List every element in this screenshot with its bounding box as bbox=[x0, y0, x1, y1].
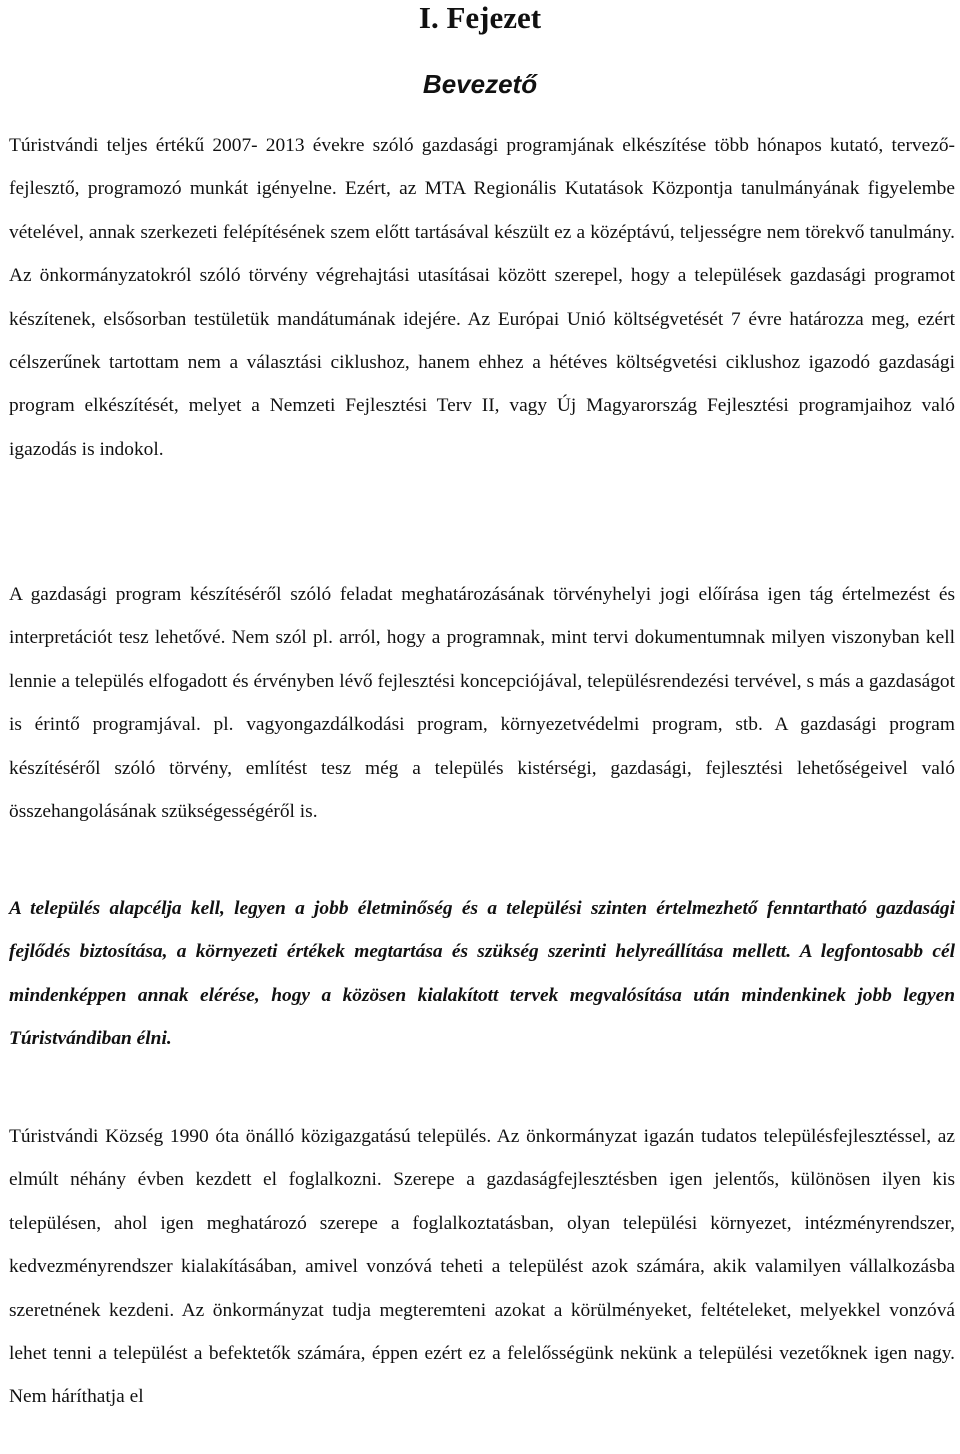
paragraph-intro: Túristvándi teljes értékű 2007- 2013 évekre szóló gazdasági programjának elkészítése több hónapos kutató, tervező- fejlesztő, programozó munkát igényelne. Ezért, az MTA Regionális Kutatások Központja tanulmányának figyelembe vételével, annak szerkezeti felépítésének szem előtt tartásával készült ez a középtávú, teljességre nem törekvő tanulmány. Az önkormányzatokról szóló törvény végrehajtási utasításai között szerepel, hogy a települések gazdasági programot készítenek, elsősorban testületük mandátumának idejére. Az Európai Unió költségvetését 7 évre határozza meg, ezért célszerűnek tartottam nem a választási ciklushoz, hanem ehhez a hétéves költségvetési ciklushoz igazodó gazdasági program elkészítését, melyet a Nemzeti Fejlesztési Terv II, vagy Új Magyarország Fejlesztési programjaihoz való igazodás is indokol. bbox=[9, 135, 955, 460]
paragraph-legal-basis: A gazdasági program készítéséről szóló feladat meghatározásának törvényhelyi jogi előírása igen tág értelmezést és interpretációt tesz lehetővé. Nem szól pl. arról, hogy a programnak, mint tervi dokumentumnak milyen viszonyban kell lennie a település elfogadott és érvényben lévő fejlesztési koncepciójával, településrendezési tervével, s más a gazdaságot is érintő programjával. pl. vagyongazdálkodási program, környezetvédelmi program, stb. A gazdasági program készítéséről szóló törvény, említést tesz még a település kistérségi, gazdasági, fejlesztési lehetőségeivel való összehangolásának szükségességéről is. bbox=[9, 584, 955, 823]
paragraph-main-goal: A település alapcélja kell, legyen a jobb életminőség és a települési szinten értelmezhető fenntartható gazdasági fejlődés biztosítása, a környezeti értékek megtartása és szükség szerinti helyreállítása mellett. A legfontosabb cél mindenképpen annak elérése, hogy a közösen kialakított tervek megvalósítása után mindenkinek jobb legyen Túristvándiban élni. bbox=[9, 898, 955, 1050]
chapter-title: I. Fejezet bbox=[418, 0, 542, 35]
section-subtitle: Bevezető bbox=[422, 69, 538, 99]
paragraph-municipality: Túristvándi Község 1990 óta önálló közigazgatású település. Az önkormányzat igazán tudatos településfejlesztéssel, az elmúlt néhány évben kezdett el foglalkozni. Szerepe a gazdaságfejlesztésben igen jelentős, különösen ilyen kis településen, ahol igen meghatározó szerepe a foglalkoztatásban, olyan települési környezet, intézményrendszer, kedvezményrendszer kialakításában, amivel vonzóvá teheti a települést azok számára, akik valamilyen vállalkozásba szeretnének kezdeni. Az önkormányzat tudja megteremteni azokat a körülményeket, feltételeket, melyekkel vonzóvá lehet tenni a települést a befektetők számára, éppen ezért ez a felelősségünk nekünk a települési vezetőknek igen nagy. Nem háríthatja el bbox=[9, 1126, 955, 1408]
